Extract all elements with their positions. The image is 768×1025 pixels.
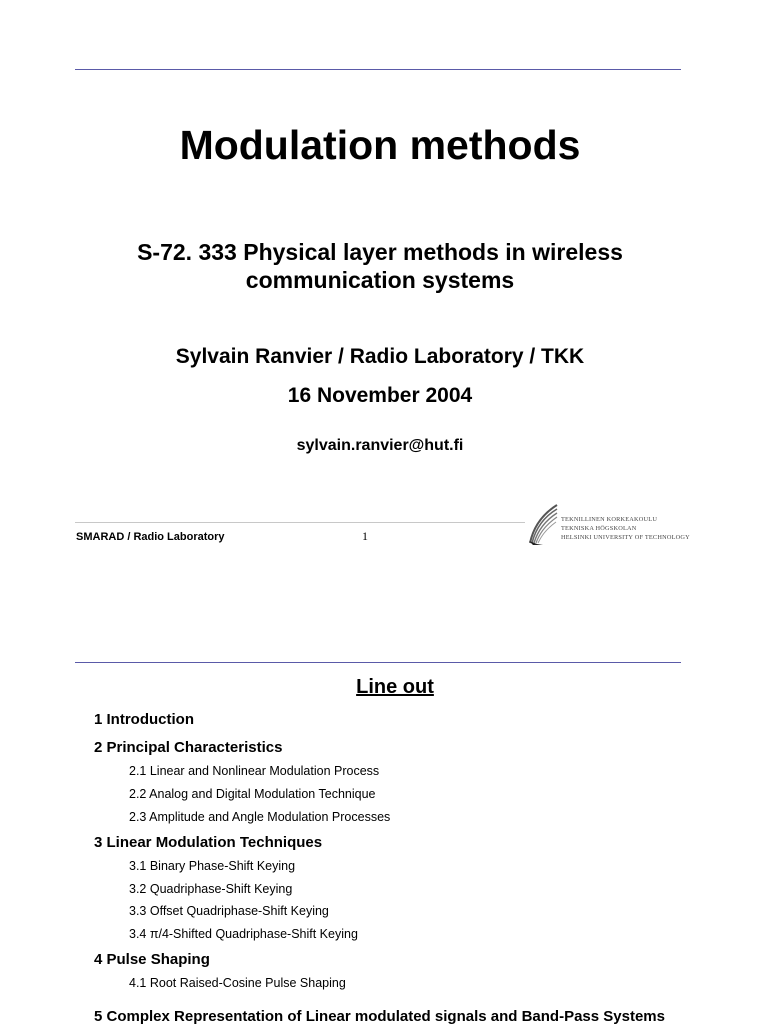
logo-line-2: TEKNISKA HÖGSKOLAN: [561, 525, 637, 532]
toc-item-3: 3 Linear Modulation Techniques: [94, 834, 323, 851]
toc-item-1: 1 Introduction: [94, 711, 194, 728]
presentation-date: 16 November 2004: [287, 384, 473, 407]
toc-item-2-3: 2.3 Amplitude and Angle Modulation Processes: [129, 810, 391, 824]
section-divider: [75, 662, 681, 663]
outline-heading: Line out: [356, 676, 434, 698]
footer-label: SMARAD / Radio Laboratory: [76, 531, 225, 543]
slide-title: Modulation methods: [179, 122, 581, 168]
footer-divider: [75, 522, 525, 523]
university-emblem-icon: [527, 503, 561, 547]
top-divider: [75, 69, 681, 70]
toc-item-3-2: 3.2 Quadriphase-Shift Keying: [129, 882, 293, 896]
course-title-line-1: S-72. 333 Physical layer methods in wireless: [137, 239, 623, 265]
toc-item-2-1: 2.1 Linear and Nonlinear Modulation Process: [129, 764, 380, 778]
toc-item-4: 4 Pulse Shaping: [94, 951, 210, 968]
university-name: [561, 515, 690, 542]
author-line: Sylvain Ranvier / Radio Laboratory / TKK: [175, 345, 585, 368]
toc-item-2: 2 Principal Characteristics: [94, 739, 283, 756]
toc-item-3-1: 3.1 Binary Phase-Shift Keying: [129, 859, 296, 873]
toc-item-2-2: 2.2 Analog and Digital Modulation Technique: [129, 787, 376, 801]
logo-line-3: HELSINKI UNIVERSITY OF TECHNOLOGY: [561, 534, 690, 541]
toc-item-5: 5 Complex Representation of Linear modulated signals and Band-Pass Systems: [94, 1008, 665, 1025]
course-title-line-2: communication systems: [245, 267, 515, 293]
page-number: 1: [362, 529, 368, 543]
course-title: [0, 238, 764, 294]
author-email: sylvain.ranvier@hut.fi: [296, 437, 464, 454]
toc-item-3-4: 3.4 π/4-Shifted Quadriphase-Shift Keying: [129, 927, 358, 941]
toc-item-4-1: 4.1 Root Raised-Cosine Pulse Shaping: [129, 976, 346, 990]
logo-line-1: TEKNILLINEN KORKEAKOULU: [561, 516, 658, 523]
university-logo: [527, 503, 697, 547]
toc-item-3-3: 3.3 Offset Quadriphase-Shift Keying: [129, 904, 329, 918]
